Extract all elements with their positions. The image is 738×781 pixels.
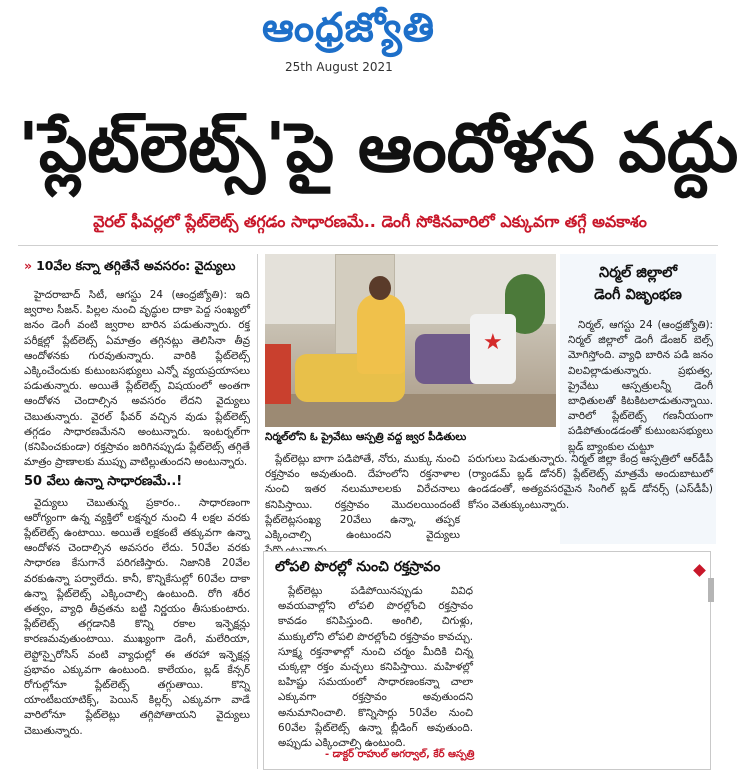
double-arrow-icon: » [24, 258, 33, 273]
headline: 'ప్లేట్‌లెట్స్'పై ఆందోళన వద్దు [18, 108, 738, 188]
box-text [278, 584, 473, 750]
sidebar-column-continued [468, 452, 713, 538]
newspaper-logo: ఆంధ్రజ్యోతి [262, 4, 435, 51]
scrollbar-thumb[interactable] [708, 578, 714, 602]
news-photo [265, 254, 556, 427]
sidebar-title: నిర్మల్ జిల్లాలో డెంగీ విజృంభణ [594, 265, 682, 303]
section-heading-2: 50 వేలు ఉన్నా సాధారణమే..! [24, 474, 183, 490]
doctor-signature: - డాక్టర్ రాహుల్ అగర్వాల్, కేర్ ఆస్పత్రి [325, 749, 475, 760]
publication-date: 25th August 2021 [285, 60, 393, 74]
photo-caption: నిర్మల్‌లోని ఓ ప్రైవేటు ఆస్పత్రి వద్ద జ్వర పీడితులు [265, 431, 467, 443]
star-logo-icon: ★ [483, 330, 503, 355]
divider [18, 245, 718, 246]
paragraph: పరుగులు పెడుతున్నారు. నిర్మల్ జిల్లా కేంద్ర ఆస్పత్రిలో ఆర్‌డీపీ (ర్యాండమ్ బ్లడ్ డోనర్) ప్లేట్‌లెట్స్ మాత్రమే అందుబాటులో ఉండడంతో, అత్యవసరమైన సింగిల్ బ్లడ్ డోనర్స్ (ఎస్‌డీపీ) కోసం వెతుక్కుంటున్నారు. [468, 453, 713, 511]
middle-column [265, 452, 460, 542]
masthead [0, 0, 738, 82]
left-column [24, 288, 250, 768]
paragraph: నిర్మల్, ఆగస్టు 24 (ఆంధ్రజ్యోతి): నిర్మల్ జిల్లాలో డెంగీ డేంజర్ బెల్స్ మోగిస్తోంది. వ్యాధి బారిన పడి జనం విలవిల్లాడుతున్నారు. ప్రభుత్వ, ప్రైవేటు ఆస్పత్రులన్నీ డెంగీ బాధితులతో కిటకిటలాడుతున్నాయి. వారిలో ప్లేట్‌లెట్స్ గణనీయంగా పడిపోతుండడంతో కుటుంబసభ్యులు బ్లడ్ బ్యాంకుల చుట్టూ [568, 319, 713, 453]
column-divider [257, 254, 258, 769]
section-heading-1: » 10వేల కన్నా తగ్గితేనే అవసరం: వైద్యులు [24, 258, 236, 273]
paragraph: హైదరాబాద్ సిటీ, ఆగస్టు 24 (ఆంధ్రజ్యోతి): ఇది జ్వరాల సీజన్. పిల్లల నుంచి వృద్ధుల దాకా పెద్ద సంఖ్యలో జనం డెంగీ వంటి జ్వరాల బారిన పడుతున్నారు. రక్త పరీక్షల్లో ప్లేట్‌లెట్స్ ఏమాత్రం తగ్గినట్లు తెలిసినా తీవ్ర ఆందోళనకు గురవుతున్నారు. వారికి ప్లేట్‌లెట్స్ ఎక్కించేందుకు కుటుంబసభ్యులు ఎన్నో వ్యయప్రయాసలు పడుతున్నారు. అయితే ప్లేట్‌లెట్స్ విషయంలో అంతగా ఆందోళన చెందాల్సిన అవసరం లేదని వైద్యులు చెబుతున్నారు. వైరల్ ఫీవర్ వచ్చిన వుడు ప్లేట్‌లెట్స్ తగ్గడం సాధారణమేనని అంటున్నారు. ఇంటర్నల్‌గా (కనిపించకుండా) రక్తస్రావం జరిగినప్పుడు ప్లేట్‌లెట్స్ తగ్గితే మాత్రం ప్రాణాలకు ముప్పు వాటిల్లుతుందని అంటున్నారు. [24, 289, 250, 469]
paragraph: ప్లేట్‌లెట్లు పడిపోయినప్పుడు వివిధ అవయవాల్లోని లోపలి పొరల్లోంచి రక్తస్రావం కావడం కనిపిస్తుంది. అంగిలి, చిగుళ్లు, ముక్కులోని లోపలి పొరల్లోంచి రక్తస్రావం కావచ్చు. సూక్ష్మ రక్తనాళాల్లో నుంచి చర్మం మీదికి చిన్న చుక్కల్లా రక్తం మచ్చలు కనిపిస్తాయి. మహిళల్లో బహిష్టు సమయంలో సాధారణంకన్నా చాలా ఎక్కువగా రక్తస్రావం అవుతుందని అనుమానించాలి. కొన్నిసార్లు 50వేల నుంచి 60వేల ప్లేట్‌లెట్స్ ఉన్నా బ్లీడింగ్ అవుతుంది. అప్పుడు ఎక్కించాల్సి ఉంటుంది. [278, 585, 473, 750]
sidebar-column [568, 318, 713, 453]
paragraph: ప్లేట్‌లెట్లు బాగా పడిపోతే, నోరు, ముక్కు నుంచి రక్తస్రావం అవుతుంది. దేహంలోని రక్తనాళాల నుంచి ఇతర నలుమూలలకు విరేచనాలు కనిపిస్తాయి. రక్తస్రావం మొదలయిందంటే ప్లేట్‌లెట్లసంఖ్య 20వేలు ఉన్నా, తప్పక ఎక్కించాల్సి ఉంటుందని వైద్యులు [265, 453, 460, 542]
paragraph: వైద్యులు చెబుతున్న ప్రకారం.. సాధారణంగా ఆరోగ్యంగా ఉన్న వ్యక్తిలో లక్షన్నర నుంచి 4 లక్షల వరకు ప్లేట్‌లెట్స్ ఉంటాయి. అయితే లక్షకంటే తక్కువగా ఉన్నా ఆందోళన చెందాల్సిన అవసరం లేదు. 50వేల వరకు సాధారణ కేసుగానే పరిగణిస్తారు. నిజానికి 20వేల వరకుఉన్నా పర్వాలేదు. కానీ, కొన్నికేసుల్లో 60వేల దాకా ఉన్నా ప్లేట్‌లెట్స్ ఎక్కించాల్సి ఉంటుంది. రోగి శరీర తత్వం, వ్యాధి తీవ్రతను బట్టి నిర్ణయం తీసుకుంటారు. ప్లేట్‌లెట్స్ తగ్గడానికి కొన్ని రకాల ఇన్ఫెక్షన్లు కారణమవుతుంటాయి. ముఖ్యంగా డెంగీ, మలేరియా, లెప్టోస్పైరోసిస్ వంటి వ్యాధుల్లో ఈ తరహా ఇన్ఫెక్షన్ల ప్రభావం ఎక్కువగా ఉంటుంది. కాలేయం, బ్లడ్ కేన్సర్ రోగుల్లోనూ ప్లేట్‌లెట్స్ తగ్గుతాయి. కొన్ని యాంటీబయాటిక్స్, పెయిన్ కిల్లర్స్ ఎక్కువగా వాడే వారిలోనూ ప్లేట్‌లెట్లు తగ్గిపోతాయని వైద్యులు చెబుతున్నారు. [24, 496, 250, 737]
box-title: లోపలి పొరల్లో నుంచి రక్తస్రావం [275, 559, 441, 575]
subheadline: వైరల్ ఫీవర్లలో ప్లేట్‌లెట్స్ తగ్గడం సాధారణమే.. డెంగీ సోకినవారిలో ఎక్కువగా తగ్గే అవకాశం [93, 212, 647, 231]
